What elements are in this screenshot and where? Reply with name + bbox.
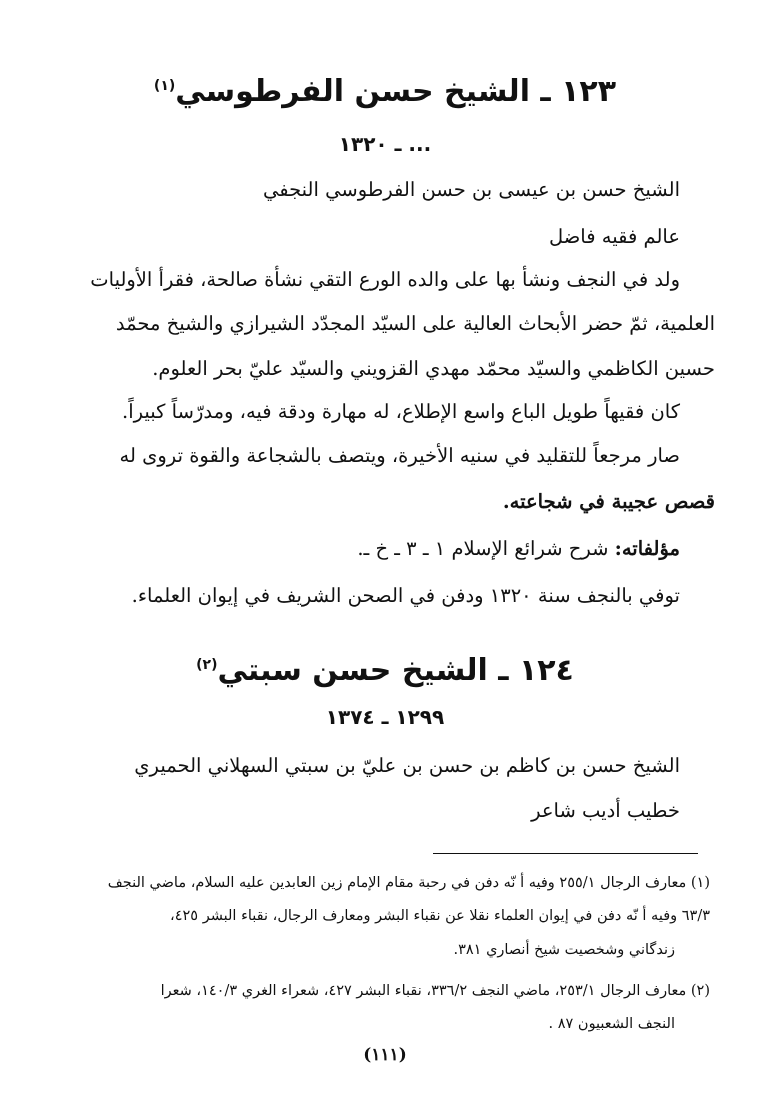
entry-123-line: قصص عجيبة في شجاعته. <box>502 490 715 513</box>
entry-123-line: عالم فقيه فاضل <box>548 225 680 248</box>
footnote-2-line: النجف الشعبيون ٨٧ . <box>548 1016 675 1032</box>
entry-123-heading: ١٢٣ ـ الشيخ حسن الفرطوسي$^{(١)}$ <box>153 74 617 109</box>
entry-123-line: حسين الكاظمي والسيّد محمّد مهدي القزويني والسيّد عليّ بحر العلوم. <box>152 357 715 380</box>
entry-123-line: كان فقيهاً طويل الباع واسع الإطلاع، له مهارة ودقة فيه، ومدرّساً كبيراً. <box>122 400 680 423</box>
footnote-1-line: (١) معارف الرجال ٢٥٥/١ وفيه أ نّه دفن في رحبة مقام الإمام زين العابدين عليه السلام، ماضي النجف <box>107 875 710 891</box>
footnote-1-line: ٦٣/٣ وفيه أ نّه دفن في إيوان العلماء نقلا عن نقباء البشر ومعارف الرجال، نقباء البشر ٤٢٥، <box>170 908 710 924</box>
entry-124-line: الشيخ حسن بن كاظم بن حسن بن عليّ بن سبتي السهلاني الحميري <box>134 754 680 777</box>
footnote-marker-1: (١) <box>153 78 176 94</box>
entry-123-dates: ... ـ ١٣٢٠ <box>338 132 432 156</box>
entry-123-line: صار مرجعاً للتقليد في سنيه الأخيرة، ويتصف بالشجاعة والقوة تروى له <box>119 444 680 467</box>
footnote-marker-2: (٢) <box>196 657 218 673</box>
footnote-1-line: زندگاني وشخصيت شيخ أنصاري ٣٨١. <box>453 942 675 958</box>
entry-123-works <box>20 537 680 561</box>
entry-123-line: الشيخ حسن بن عيسى بن حسن الفرطوسي النجفي <box>262 178 680 201</box>
works-text: شرح شرائع الإسلام ١ ـ ٣ ـ خ ـ. <box>357 537 615 560</box>
entry-123-line: العلمية، ثمّ حضر الأبحاث العالية على السيّد المجدّد الشيرازي والشيخ محمّد <box>115 312 715 335</box>
page-number: (١١١) <box>363 1045 407 1065</box>
entry-124-dates: ١٢٩٩ ـ ١٣٧٤ <box>325 705 445 729</box>
footnote-2-line: (٢) معارف الرجال ٢٥٣/١، ماضي النجف ٣٣٦/٢، نقباء البشر ٤٢٧، شعراء الغري ١٤٠/٣، شعرا <box>160 983 710 999</box>
footnote-separator <box>433 853 698 854</box>
works-label: مؤلفاته: <box>614 537 680 560</box>
entry-124-line: خطيب أديب شاعر <box>531 799 680 822</box>
entry-124-heading: ١٢٤ ـ الشيخ حسن سبتي$^{(٢)}$ <box>196 653 574 688</box>
entry-123-line: ولد في النجف ونشأ بها على والده الورع التقي نشأة صالحة، فقرأ الأوليات <box>90 268 680 291</box>
entry-123-death: توفي بالنجف سنة ١٣٢٠ ودفن في الصحن الشريف في إيوان العلماء. <box>131 584 680 607</box>
